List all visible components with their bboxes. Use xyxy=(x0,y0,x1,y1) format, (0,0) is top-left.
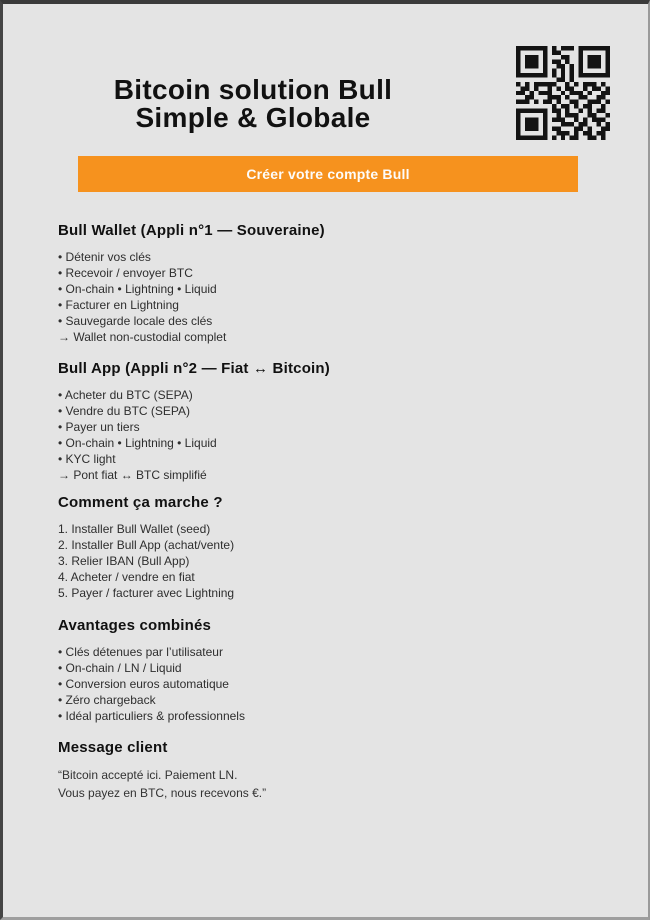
section xyxy=(58,739,618,802)
list-item: • Détenir vos clés xyxy=(58,250,151,264)
list-item: 4. Acheter / vendre en fiat xyxy=(58,570,195,584)
list-item: 5. Payer / facturer avec Lightning xyxy=(58,586,235,600)
list-item: • Recevoir / envoyer BTC xyxy=(58,266,193,280)
section-list xyxy=(58,387,618,483)
list-item: • Sauvegarde locale des clés xyxy=(58,314,213,328)
list-item: “Bitcoin accepté ici. Paiement LN. xyxy=(58,768,238,782)
list-item: • Zéro chargeback xyxy=(58,693,156,707)
section-heading: Message client xyxy=(58,739,168,756)
list-item: 2. Installer Bull App (achat/vente) xyxy=(58,538,235,552)
section-list xyxy=(58,644,618,724)
sections xyxy=(58,4,618,917)
section-list xyxy=(58,521,618,601)
list-item: • Vendre du BTC (SEPA) xyxy=(58,404,191,418)
page-title-line1: Bitcoin solution Bull xyxy=(113,74,393,105)
list-item: • Clés détenues par l’utilisateur xyxy=(58,645,223,659)
list-item: • Conversion euros automatique xyxy=(58,677,229,691)
list-item: • Facturer en Lightning xyxy=(58,298,179,312)
section xyxy=(58,360,618,483)
section-heading: Bull App (Appli n°2 — Fiat ↔ Bitcoin) xyxy=(58,360,330,377)
section-heading: Comment ça marche ? xyxy=(58,494,223,511)
list-item: • Acheter du BTC (SEPA) xyxy=(58,388,193,402)
create-account-button[interactable]: Créer votre compte Bull xyxy=(78,156,578,192)
page-title-line2: Simple & Globale xyxy=(135,102,371,133)
section-heading: Bull Wallet (Appli n°1 — Souveraine) xyxy=(58,222,325,239)
list-item: 3. Relier IBAN (Bull App) xyxy=(58,554,190,568)
list-item: Vous payez en BTC, nous recevons €.” xyxy=(58,786,267,800)
list-item: • On-chain • Lightning • Liquid xyxy=(58,282,217,296)
section xyxy=(58,222,618,345)
section-heading: Avantages combinés xyxy=(58,617,212,634)
list-item: • Payer un tiers xyxy=(58,420,140,434)
list-item: • KYC light xyxy=(58,452,116,466)
list-item: → Wallet non-custodial complet xyxy=(58,330,227,344)
list-item: → Pont fiat ↔ BTC simplifié xyxy=(58,468,207,482)
section-list xyxy=(58,249,618,345)
list-item: • On-chain / LN / Liquid xyxy=(58,661,182,675)
section-list xyxy=(58,766,618,802)
list-item: • On-chain • Lightning • Liquid xyxy=(58,436,217,450)
list-item: • Idéal particuliers & professionnels xyxy=(58,709,245,723)
section xyxy=(58,494,618,601)
section xyxy=(58,617,618,724)
list-item: 1. Installer Bull Wallet (seed) xyxy=(58,522,211,536)
